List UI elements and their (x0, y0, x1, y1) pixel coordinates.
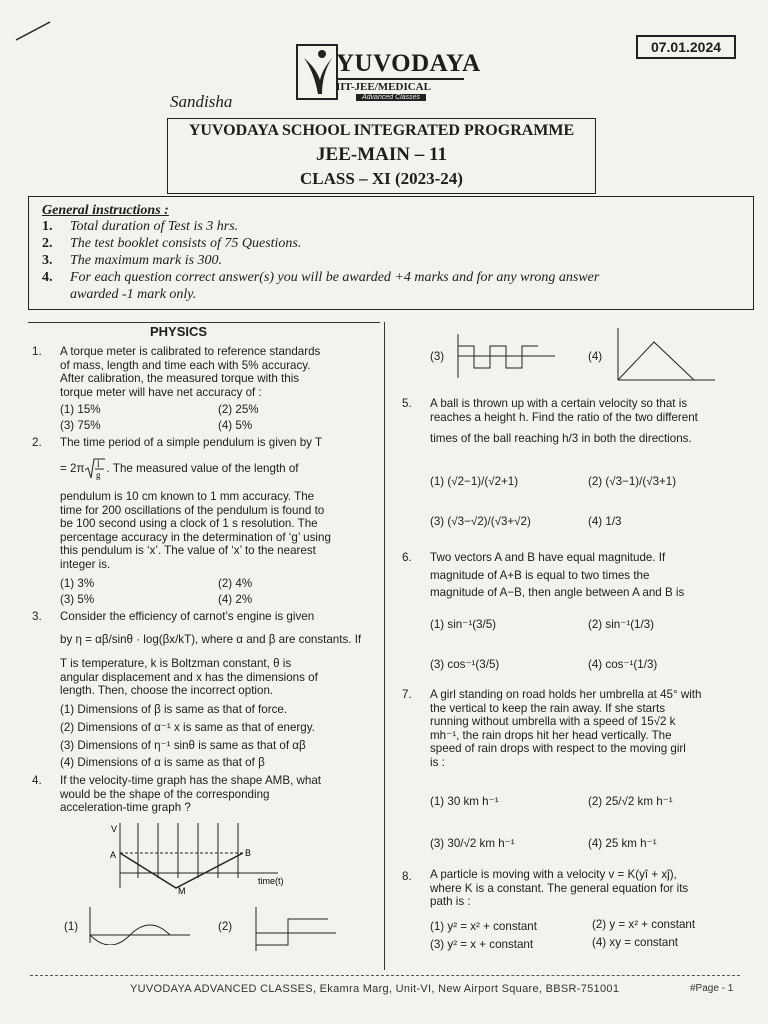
logo-tagline: Advanced Classes (356, 94, 426, 101)
brand-logo (296, 44, 481, 102)
option: (2) (√3−1)/(√3+1) (588, 475, 677, 488)
date-box: 07.01.2024 (636, 35, 736, 59)
question-number: 6. (402, 551, 412, 564)
svg-text:l: l (97, 459, 100, 469)
question-number: 8. (402, 870, 412, 883)
title-box (167, 118, 596, 194)
question-2-formula: = 2π l g . The measured value of the length of (60, 459, 299, 480)
option: (2) 4% (218, 577, 253, 590)
option: (3) 30/√2 km h⁻¹ (430, 837, 515, 850)
page-number: #Page - 1 (690, 983, 734, 994)
option: (1) 15% (60, 403, 101, 416)
option: (3) (430, 350, 445, 363)
svg-text:g: g (96, 470, 101, 480)
question-1-text: A torque meter is calibrated to reference standards of mass, length and time each with 5% accuracy. After calibration, the measured torque with this torque meter will have net accuracy of : (60, 345, 321, 399)
logo-subtitle: IIT-JEE/MEDICAL (336, 78, 464, 93)
question-3-formula: by η = αβ/sinθ · log(βx/kT), where α and β are constants. If (60, 633, 362, 646)
option: (1) 3% (60, 577, 95, 590)
graph-label-m: M (178, 886, 186, 896)
question-number: 4. (32, 774, 42, 787)
option: (3) y² = x + constant (430, 938, 534, 951)
option: (2) sin⁻¹(1/3) (588, 618, 655, 631)
question-6-text: Two vectors A and B have equal magnitude. If magnitude of A+B is equal to two times the magnitude of A−B, then angle between A and B is (430, 551, 685, 599)
question-4-text: If the velocity-time graph has the shape AMB, what would be the shape of the corresponding acceleration-time graph ? (60, 774, 321, 814)
question-2-text: The time period of a simple pendulum is given by T (60, 436, 323, 449)
option: (4) 2% (218, 593, 253, 606)
option: (4) cos⁻¹(1/3) (588, 658, 658, 671)
footer-address: YUVODAYA ADVANCED CLASSES, Ekamra Marg, Unit-VI, New Airport Square, BBSR-751001 (130, 983, 620, 995)
instruction-item: 1. Total duration of Test is 3 hrs. (42, 219, 239, 234)
option: (3) (√3−√2)/(√3+√2) (430, 515, 531, 528)
section-rule (28, 322, 380, 323)
instructions-box (28, 196, 754, 310)
logo-name: YUVODAYA (336, 50, 481, 77)
question-7-text: A girl standing on road holds her umbrella at 45° with the vertical to keep the rain away. If she starts running without umbrella with a speed of 15√2 k mh⁻¹, the rain drops hit her head vertically. The speed of rain drops with respect to the moving girl is : (430, 688, 702, 769)
option: (2) Dimensions of α⁻¹ x is same as that of energy. (60, 721, 315, 734)
option: (3) 75% (60, 419, 101, 432)
footer-rule (30, 975, 740, 976)
option: (4) (588, 350, 603, 363)
option: (4) 1/3 (588, 515, 622, 528)
question-3-text: Consider the efficiency of carnot’s engine is given (60, 610, 315, 623)
instruction-item: 4. For each question correct answer(s) you will be awarded +4 marks and for any wrong answer (42, 270, 600, 285)
graph-label-b: B (245, 848, 252, 858)
option-2-graph (238, 905, 338, 953)
option: (3) 5% (60, 593, 95, 606)
question-8-text: A particle is moving with a velocity v = K(yî + xĵ), where K is a constant. The general equation for its path is : (430, 868, 689, 908)
option: (1) sin⁻¹(3/5) (430, 618, 497, 631)
question-5-text: A ball is thrown up with a certain velocity so that is reaches a height h. Find the ratio of the two different times of the ball reaching h/3 in both the directions. (430, 397, 698, 445)
question-number: 1. (32, 345, 42, 358)
instruction-item: 2. The test booklet consists of 75 Questions. (42, 236, 302, 251)
class-title: CLASS – XI (2023-24) (300, 169, 463, 188)
handwritten-name: Sandisha (170, 92, 233, 111)
option-4-graph (610, 326, 720, 384)
option: (2) 25/√2 km h⁻¹ (588, 795, 673, 808)
option: (2) 25% (218, 403, 259, 416)
instructions-heading: General instructions : (42, 203, 169, 218)
pen-stroke-mark (14, 18, 54, 43)
question-3-body: T is temperature, k is Boltzman constant, θ is angular displacement and x has the dimensions of length. Then, choose the incorrect option. (60, 657, 318, 697)
graph-label-v: V (111, 824, 118, 834)
option: (4) 5% (218, 419, 253, 432)
option-1-graph (85, 905, 195, 945)
graph-label-a: A (110, 850, 117, 860)
option: (4) xy = constant (592, 936, 679, 949)
question-number: 5. (402, 397, 412, 410)
option: (1) y² = x² + constant (430, 920, 537, 933)
question-2-body: pendulum is 10 cm known to 1 mm accuracy. The time for 200 oscillations of the pendulum is found to be 100 second using a clock of 1 s resolution. The percentage accuracy in the determination of ‘g’ using this pendulum is ‘x’. The value of ‘x’ to the nearest integer is. (60, 490, 331, 571)
question-number: 3. (32, 610, 42, 623)
option: (1) Dimensions of β is same as that of force. (60, 703, 288, 716)
velocity-time-graph (108, 818, 308, 898)
option: (3) Dimensions of η⁻¹ sinθ is same as that of αβ (60, 739, 306, 752)
option: (1) (√2−1)/(√2+1) (430, 475, 519, 488)
question-number: 2. (32, 436, 42, 449)
instruction-item: 3. The maximum mark is 300. (42, 253, 223, 268)
option: (3) cos⁻¹(3/5) (430, 658, 500, 671)
option-3-graph (450, 332, 560, 380)
graph-label-time: time(t) (258, 876, 284, 886)
option: (1) 30 km h⁻¹ (430, 795, 499, 808)
option: (1) (64, 920, 79, 933)
option: (4) 25 km h⁻¹ (588, 837, 657, 850)
column-divider (384, 322, 385, 970)
section-title: PHYSICS (150, 324, 208, 339)
programme-title: YUVODAYA SCHOOL INTEGRATED PROGRAMME (188, 122, 575, 139)
exam-title: JEE-MAIN – 11 (316, 144, 447, 165)
option: (2) y = x² + constant (592, 918, 696, 931)
instruction-item: awarded -1 mark only. (70, 287, 197, 302)
question-number: 7. (402, 688, 412, 701)
option: (2) (218, 920, 233, 933)
option: (4) Dimensions of α is same as that of β (60, 756, 265, 769)
logo-emblem-icon (296, 44, 338, 100)
